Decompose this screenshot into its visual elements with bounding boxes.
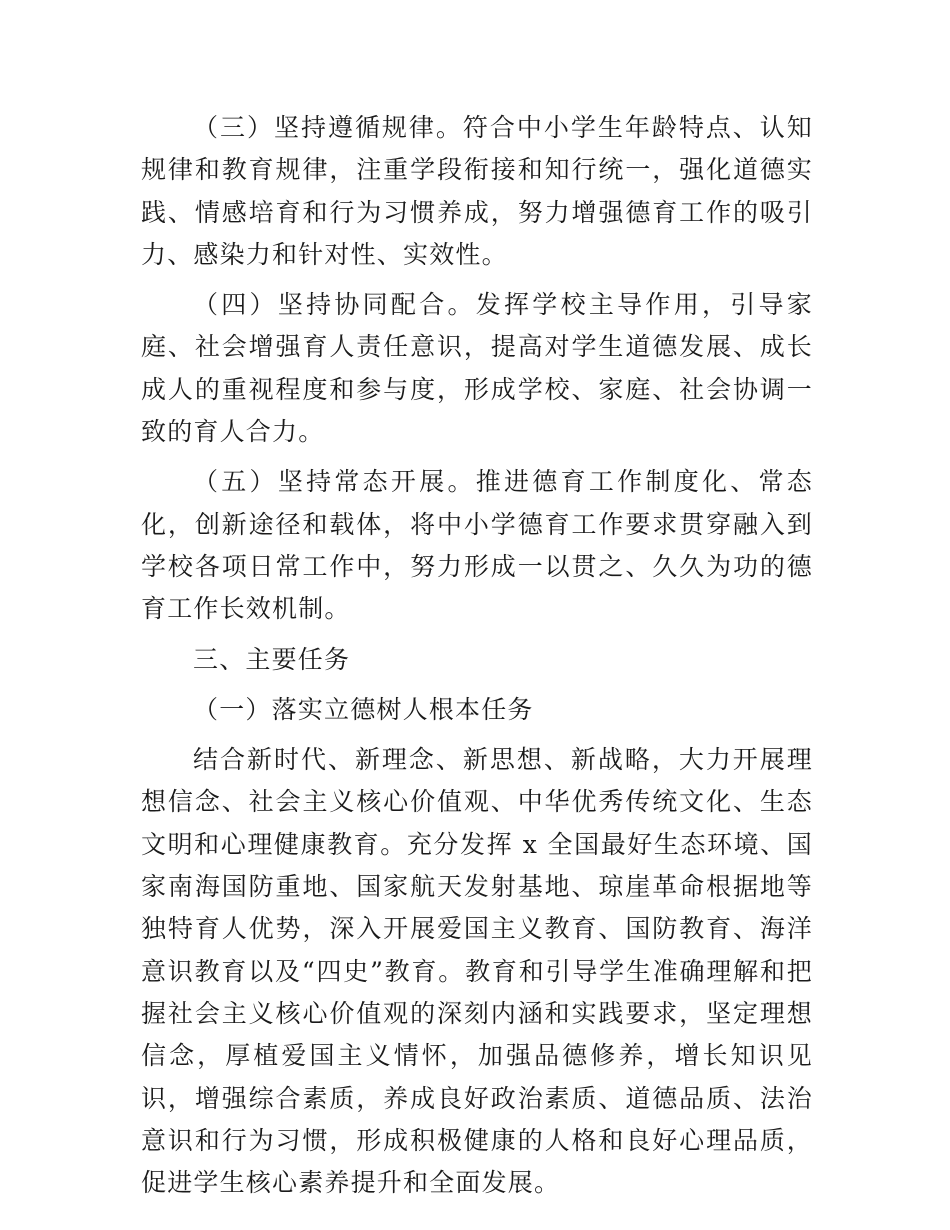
subsection-heading-task-1: （一）落实立德树人根本任务 xyxy=(193,694,534,724)
paragraph-principle-3: （三）坚持遵循规律。符合中小学生年龄特点、认知规律和教育规律，注重学段衔接和知行统一，强化道德实践、情感培育和行为习惯养成，努力增强德育工作的吸引力、感染力和针对性、实效性。 xyxy=(141,113,813,269)
section-heading-main-tasks: 三、主要任务 xyxy=(193,644,351,674)
document-body xyxy=(141,107,813,1212)
paragraph-task-1-body: 结合新时代、新理念、新思想、新战略，大力开展理想信念、社会主义核心价值观、中华优秀传统文化、生态文明和心理健康教育。充分发挥 x 全国最好生态环境、国家南海国防重地、国家航天发射基地、琼崖革命根据地等独特育人优势，深入开展爱国主义教育、国防教育、海洋意识教育以及“四史”教育。教育和引导学生准确理解和把握社会主义核心价值观的深刻内涵和实践要求，坚定理想信念，厚植爱国主义情怀，加强品德修养，增长知识见识，增强综合素质，养成良好政治素质、道德品质、法治意识和行为习惯，形成积极健康的人格和良好心理品质，促进学生核心素养提升和全面发展。 xyxy=(141,745,813,1198)
paragraph-principle-5: （五）坚持常态开展。推进德育工作制度化、常态化，创新途径和载体，将中小学德育工作要求贯穿融入到学校各项日常工作中，努力形成一以贯之、久久为功的德育工作长效机制。 xyxy=(141,467,813,624)
paragraph-principle-4: （四）坚持协同配合。发挥学校主导作用，引导家庭、社会增强育人责任意识，提高对学生道德发展、成长成人的重视程度和参与度，形成学校、家庭、社会协调一致的育人合力。 xyxy=(141,290,813,447)
